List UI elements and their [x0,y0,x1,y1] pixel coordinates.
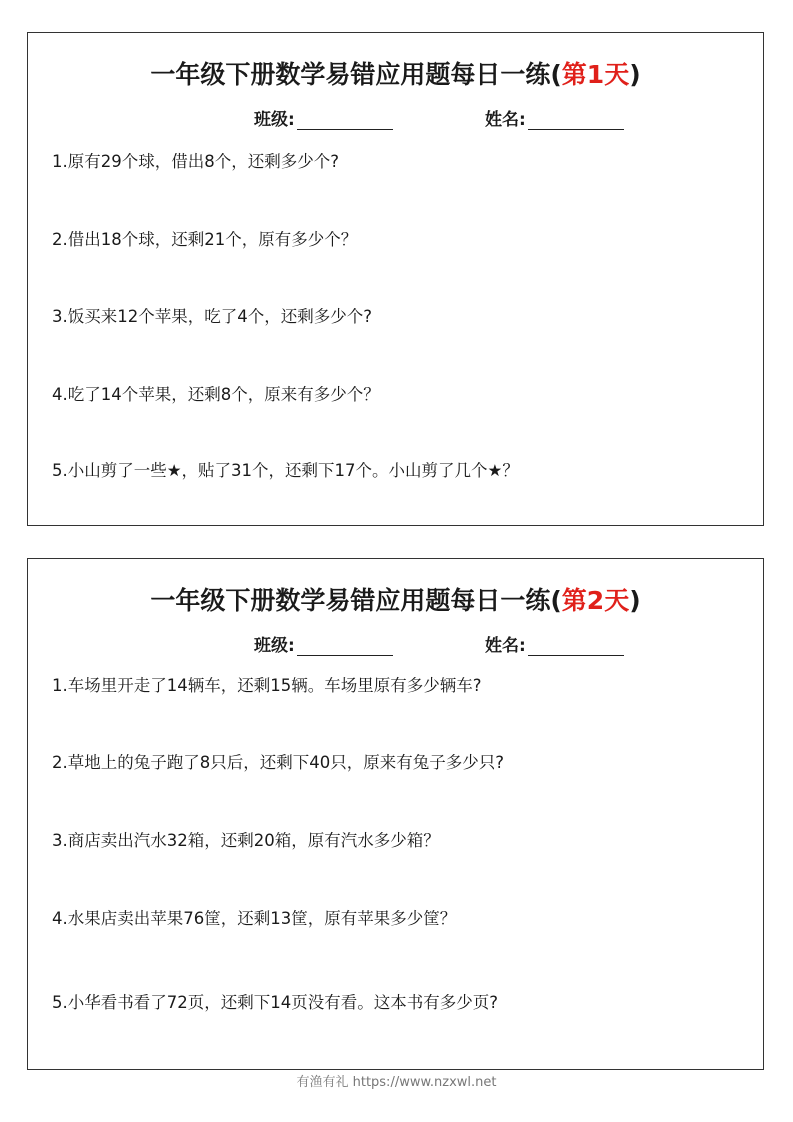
worksheet-title [28,55,763,91]
question-4: 4.吃了14个苹果，还剩8个，原来有多少个？ [52,385,380,404]
question-2: 2.借出18个球，还剩21个，原有多少个？ [52,230,358,249]
title-text: 一年级下册数学易错应用题每日一练( [150,586,562,615]
question-2: 2.草地上的兔子跑了8只后，还剩下40只，原来有兔子多少只? [52,753,504,772]
worksheet-day-2 [27,558,764,1070]
worksheet-title [28,581,763,617]
class-field [254,631,393,656]
class-field [254,105,393,130]
name-field [485,105,624,130]
class-label: 班级: [254,636,295,656]
title-day-highlight: 第2天 [561,586,630,615]
question-3: 3.商店卖出汽水32箱，还剩20箱，原有汽水多少箱？ [52,831,440,850]
name-blank-line[interactable] [528,637,624,656]
student-info-row [28,105,763,131]
name-label: 姓名: [485,636,526,656]
title-close-paren: ) [629,586,641,615]
question-1: 1.车场里开走了14辆车，还剩15辆。车场里原有多少辆车? [52,676,482,695]
class-blank-line[interactable] [297,111,393,130]
title-close-paren: ) [629,60,641,89]
name-field [485,631,624,656]
question-5: 5.小山剪了一些★，贴了31个，还剩下17个。小山剪了几个★？ [52,461,519,480]
question-3: 3.饭买来12个苹果，吃了4个，还剩多少个? [52,307,372,326]
footer-watermark: 有渔有礼 https://www.nzxwl.net [296,1075,497,1090]
class-blank-line[interactable] [297,637,393,656]
title-text: 一年级下册数学易错应用题每日一练( [150,60,562,89]
name-label: 姓名: [485,110,526,130]
student-info-row [28,631,763,657]
name-blank-line[interactable] [528,111,624,130]
question-5: 5.小华看书看了72页，还剩下14页没有看。这本书有多少页? [52,993,498,1012]
worksheet-day-1 [27,32,764,526]
question-4: 4.水果店卖出苹果76筐，还剩13筐，原有苹果多少筐？ [52,909,457,928]
question-1: 1.原有29个球，借出8个，还剩多少个? [52,152,339,171]
class-label: 班级: [254,110,295,130]
title-day-highlight: 第1天 [561,60,630,89]
